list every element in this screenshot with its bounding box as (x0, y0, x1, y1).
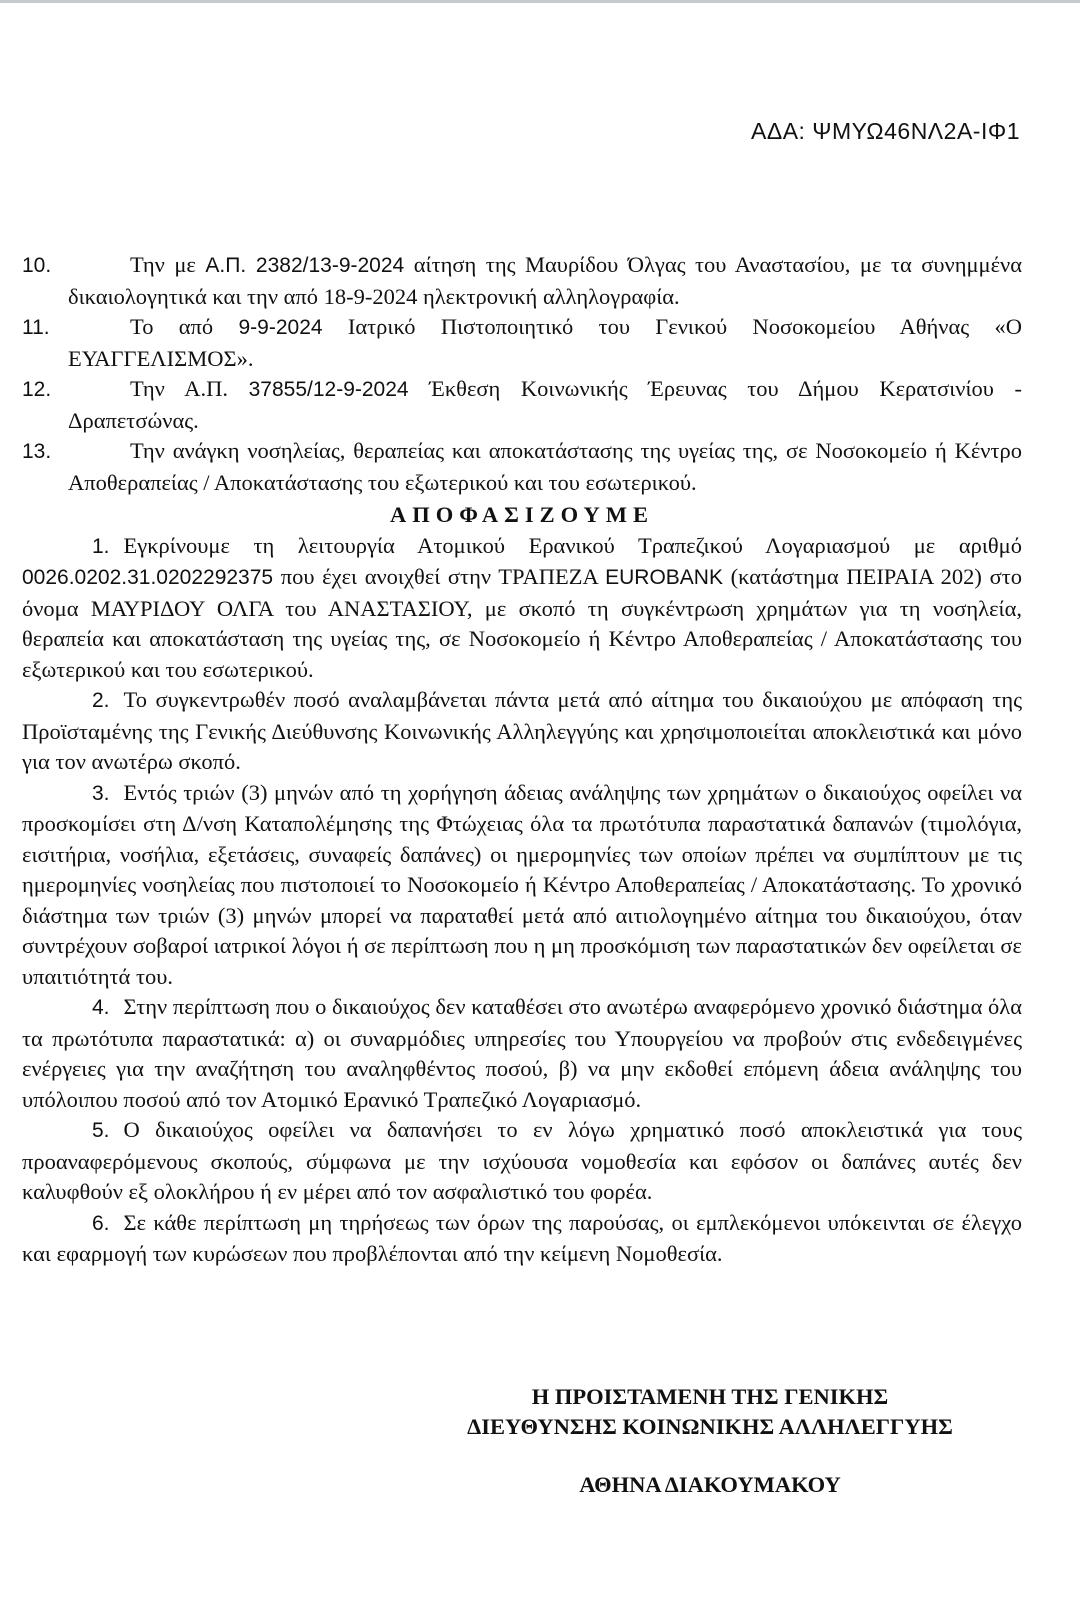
reference-number: 13. (22, 440, 52, 463)
reference-date: 9-9-2024 (238, 316, 323, 339)
decision-text: Σε κάθε περίπτωση μη τηρήσεως των όρων της παρούσας, οι εμπλεκόμενοι υπόκεινται σε έλεγχο και εφαρμογή των κυρώσεων που προβλέπονται από την κείμενη Νομοθεσία. (22, 1209, 1022, 1266)
account-number: 0026.0202.31.0202292375 (22, 566, 274, 589)
decision-number: 2. (92, 689, 110, 712)
reference-protocol: 37855/12-9-2024 (248, 378, 409, 401)
reference-protocol: Α.Π. 2382/13-9-2024 (205, 254, 405, 277)
decision-text: Στην περίπτωση που ο δικαιούχος δεν καταθέσει στο ανωτέρω αναφερόμενο χρονικό διάστημα όλα τα πρωτότυπα παραστατικά: α) οι συναρμόδιες υπηρεσίες του Υπουργείου να προβούν στις ενδεδειγμένες ενέργειες για την αναζήτηση του αναληφθέντος ποσού, β) να μην εκδοθεί επόμενη άδεια ανάληψης του υπόλοιπου ποσού από τον Ατομικό Ερανικό Τραπεζικό Λογαριασμό. (22, 994, 1022, 1112)
signature-title-line-1: Η ΠΡΟΙΣΤΑΜΕΝΗ ΤΗΣ ΓΕΝΙΚΗΣ (531, 1384, 889, 1409)
decision-number: 4. (92, 996, 110, 1019)
reference-number: 12. (22, 378, 52, 401)
decision-text: Εγκρίνουμε τη λειτουργία Ατομικού Ερανικού Τραπεζικού Λογαριασμού με αριθμό (123, 532, 1022, 558)
decision-number: 6. (92, 1211, 110, 1235)
decision-item-5 (22, 1115, 1022, 1208)
signature-title-line-2: ΔΙΕΥΘΥΝΣΗΣ ΚΟΙΝΩΝΙΚΗΣ ΑΛΛΗΛΕΓΓΥΗΣ (467, 1414, 953, 1439)
reference-text: Ιατρικό Πιστοποιητικό του Γενικού Νοσοκομείου Αθήνας «Ο ΕΥΑΓΓΕΛΙΣΜΟΣ». (68, 314, 1022, 371)
document-body (22, 250, 1022, 1270)
decision-item-1 (22, 531, 1022, 686)
reference-item-13 (22, 436, 1022, 498)
ada-code: ΑΔΑ: ΨΜΥΩ46ΝΛ2Α-ΙΦ1 (750, 118, 1020, 144)
decision-text: Ο δικαιούχος οφείλει να δαπανήσει το εν λόγω χρηματικό ποσό αποκλειστικά για τους προαναφερόμενους σκοπούς, σύμφωνα με την ισχύουσα νομοθεσία και εφόσον οι δαπάνες αυτές δεν καλυφθούν εξ ολοκλήρου ή εν μέρει από τον ασφαλιστικό του φορέα. (22, 1117, 1022, 1204)
reference-number: 11. (22, 316, 50, 339)
decision-text: Το συγκεντρωθέν ποσό αναλαμβάνεται πάντα μετά από αίτημα του δικαιούχου με απόφαση της Προϊσταμένης της Γενικής Διεύθυνσης Κοινωνικής Αλληλεγγύης και χρησιμοποιείται αποκλειστικά και μόνο για τον ανωτέρω σκοπό. (22, 687, 1022, 774)
reference-text: αίτηση της Μαυρίδου Όλγας του Αναστασίου, με τα συνημμένα δικαιολογητικά και την από 18-9-2024 ηλεκτρονική αλληλογραφία. (68, 252, 1023, 309)
decision-text: Εντός τριών (3) μηνών από τη χορήγηση άδειας ανάληψης των χρημάτων ο δικαιούχος οφείλει να προσκομίσει στη Δ/νση Καταπολέμησης της Φτώχειας όλα τα πρωτότυπα παραστατικά δαπανών (τιμολόγια, εισιτήρια, νοσήλια, εξετάσεις, συναφείς δαπάνες) οι ημερομηνίες των οποίων πρέπει να συμπίπτουν με τις ημερομηνίες νοσηλείας που πιστοποιεί το Νοσοκομείο ή Κέντρο Αποθεραπείας / Αποκατάστασης. Το χρονικό διάστημα των τριών (3) μηνών μπορεί να παραταθεί μετά από αιτιολογημένο αίτημα του δικαιούχου, όταν συντρέχουν σοβαροί ιατρικοί λόγοι ή σε περίπτωση που η μη προσκόμιση των παραστατικών δεν οφείλεται σε υπαιτιότητά του. (22, 779, 1022, 989)
decision-text: που έχει ανοιχθεί στην ΤΡΑΠΕΖΑ (273, 564, 606, 589)
decision-number: 1. (92, 534, 110, 558)
reference-number: 10. (22, 254, 52, 277)
decision-heading: ΑΠΟΦΑΣΙΖΟΥΜΕ (389, 502, 655, 527)
decision-item-6 (22, 1208, 1022, 1270)
reference-item-11 (22, 312, 1022, 374)
reference-text: Την ανάγκη νοσηλείας, θεραπείας και αποκατάστασης της υγείας της, σε Νοσοκομείο ή Κέντρο Αποθεραπείας / Αποκατάστασης του εξωτερικού και του εσωτερικού. (68, 438, 1022, 495)
bank-name: EUROBANK (605, 566, 723, 589)
reference-item-10 (22, 250, 1022, 312)
decision-number: 3. (92, 781, 110, 805)
decision-item-4 (22, 992, 1022, 1115)
decision-text: (κατάστημα ΠΕΙΡΑΙΑ 202) στο όνομα ΜΑΥΡΙΔΟΥ ΟΛΓΑ του ΑΝΑΣΤΑΣΙΟΥ, με σκοπό τη συγκέντρωση χρημάτων για τη νοσηλεία, θεραπεία και αποκατάσταση της υγείας της, σε Νοσοκομείο ή Κέντρο Αποθεραπείας / Αποκατάστασης του εξωτερικού και του εσωτερικού. (22, 564, 1022, 682)
signatory-name: ΑΘΗΝΑ ΔΙΑΚΟΥΜΑΚΟΥ (579, 1472, 841, 1497)
reference-text: Το από (130, 314, 239, 339)
decision-number: 5. (92, 1119, 110, 1142)
reference-item-12 (22, 374, 1022, 436)
decision-item-3 (22, 778, 1022, 993)
decision-item-2 (22, 685, 1022, 778)
reference-text: Την με (130, 252, 206, 277)
reference-text: Την Α.Π. (130, 376, 249, 401)
top-divider (0, 0, 1080, 3)
signature-title (380, 1382, 1040, 1442)
reference-text: Έκθεση Κοινωνικής Έρευνας του Δήμου Κερατσινίου - Δραπετσώνας. (68, 376, 1023, 433)
